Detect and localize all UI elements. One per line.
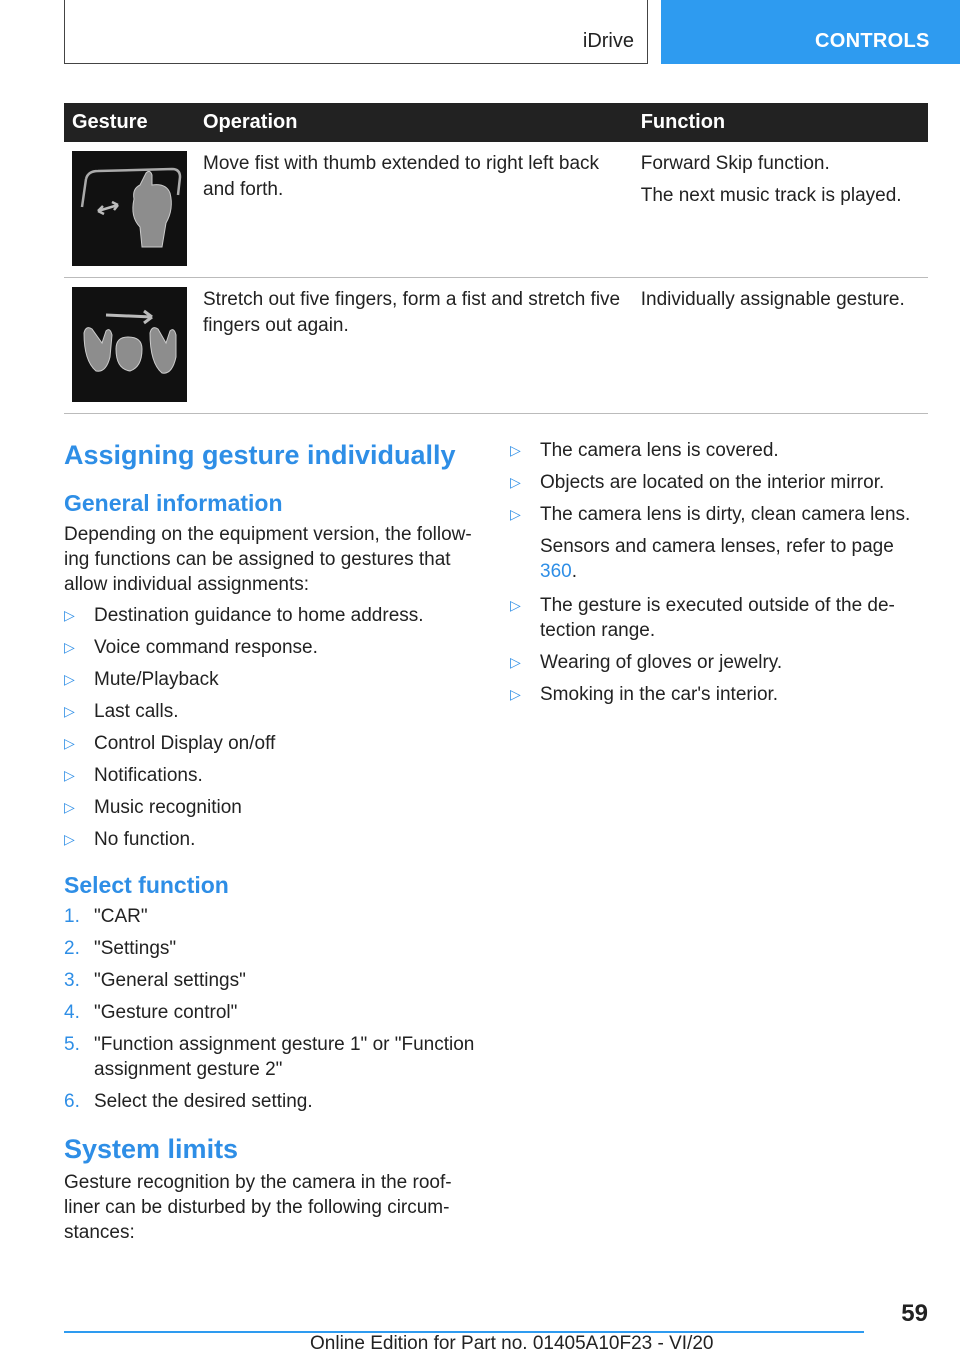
list-item: ▷ Music recognition [64,797,242,818]
list-item: ▷ Smoking in the car's interior. [510,684,779,705]
general-heading: General information [64,490,283,516]
list-item: ▷ Mute/Playback [64,669,219,690]
list-item: ▷ No function. [64,829,196,850]
limits-list-2 [510,593,930,707]
operation-cell: Stretch out five fingers, form a fist and stretch five fingers out again. [195,278,633,414]
list-item: ▷ Last calls. [64,701,179,722]
triangle-bullet-icon: ▷ [510,474,521,490]
function-text: The next music track is played. [640,185,902,206]
left-column [64,438,484,1251]
function-text: Forward Skip function. [640,153,830,174]
footer-edition: Online Edition for Part no. 01405A10F23 - VI/20 [310,1333,714,1354]
triangle-bullet-icon: ▷ [64,703,75,719]
page-link[interactable]: 360 [540,561,572,582]
header-section: iDrive [582,30,634,52]
operation-cell: Move fist with thumb extended to right left back and forth. [195,142,633,278]
list-item: 5. "Function assignment gesture 1" or "Function assignment gesture 2" [64,1034,475,1080]
col-operation: Operation [195,103,633,142]
triangle-bullet-icon: ▷ [510,442,521,458]
table-row [64,278,928,414]
list-item: ▷ Wearing of gloves or jewelry. [510,652,783,673]
triangle-bullet-icon: ▷ [510,686,521,702]
triangle-bullet-icon: ▷ [64,735,75,751]
function-cell [633,142,928,278]
function-list [64,603,484,852]
limits-heading: System limits [64,1134,239,1164]
table-row [64,142,928,278]
triangle-bullet-icon: ▷ [510,597,521,613]
col-gesture: Gesture [64,103,195,142]
select-heading: Select function [64,872,229,898]
list-item: ▷ Voice command response. [64,637,318,658]
function-cell [633,278,928,414]
list-item: ▷ The camera lens is dirty, clean camera lens. [510,504,911,525]
list-item: ▷ Control Display on/off [64,733,276,754]
right-column [510,438,930,721]
col-function: Function [633,103,928,142]
list-item: ▷ Objects are located on the interior mirror. [510,472,885,493]
header-chapter-label: CONTROLS [815,30,930,52]
header-chapter-tab [661,0,960,64]
section-title: Assigning gesture individually [64,440,456,470]
triangle-bullet-icon: ▷ [64,799,75,815]
page-number: 59 [901,1300,928,1327]
triangle-bullet-icon: ▷ [510,506,521,522]
triangle-bullet-icon: ▷ [64,767,75,783]
general-text: Depending on the equipment version, the follow‐ing functions can be assigned to gestures that allow individual assignments: [64,524,472,595]
list-item: ▷ The camera lens is covered. [510,440,779,461]
header-box [64,0,648,64]
limits-text: Gesture recognition by the camera in the roof‐liner can be disturbed by the following circum‐stances: [64,1172,452,1243]
cross-reference: Sensors and camera lenses, refer to page 360. [540,536,894,582]
list-item: 1. "CAR" [64,906,148,927]
list-item: 6. Select the desired setting. [64,1091,313,1112]
function-text: Individually assignable gesture. [640,289,905,310]
list-item: 2. "Settings" [64,938,177,959]
triangle-bullet-icon: ▷ [510,654,521,670]
list-item: ▷ Notifications. [64,765,203,786]
list-item: ▷ The gesture is executed outside of the de‐tection range. [510,595,895,641]
list-item: 3. "General settings" [64,970,246,991]
stretch-fist-stretch-icon [72,287,187,402]
steps-list [64,904,484,1114]
triangle-bullet-icon: ▷ [64,671,75,687]
triangle-bullet-icon: ▷ [64,607,75,623]
swipe-fist-thumb-icon [72,151,187,266]
list-item: ▷ Destination guidance to home address. [64,605,424,626]
triangle-bullet-icon: ▷ [64,639,75,655]
limits-list [510,438,930,527]
list-item: 4. "Gesture control" [64,1002,238,1023]
gesture-table [64,103,928,414]
triangle-bullet-icon: ▷ [64,831,75,847]
